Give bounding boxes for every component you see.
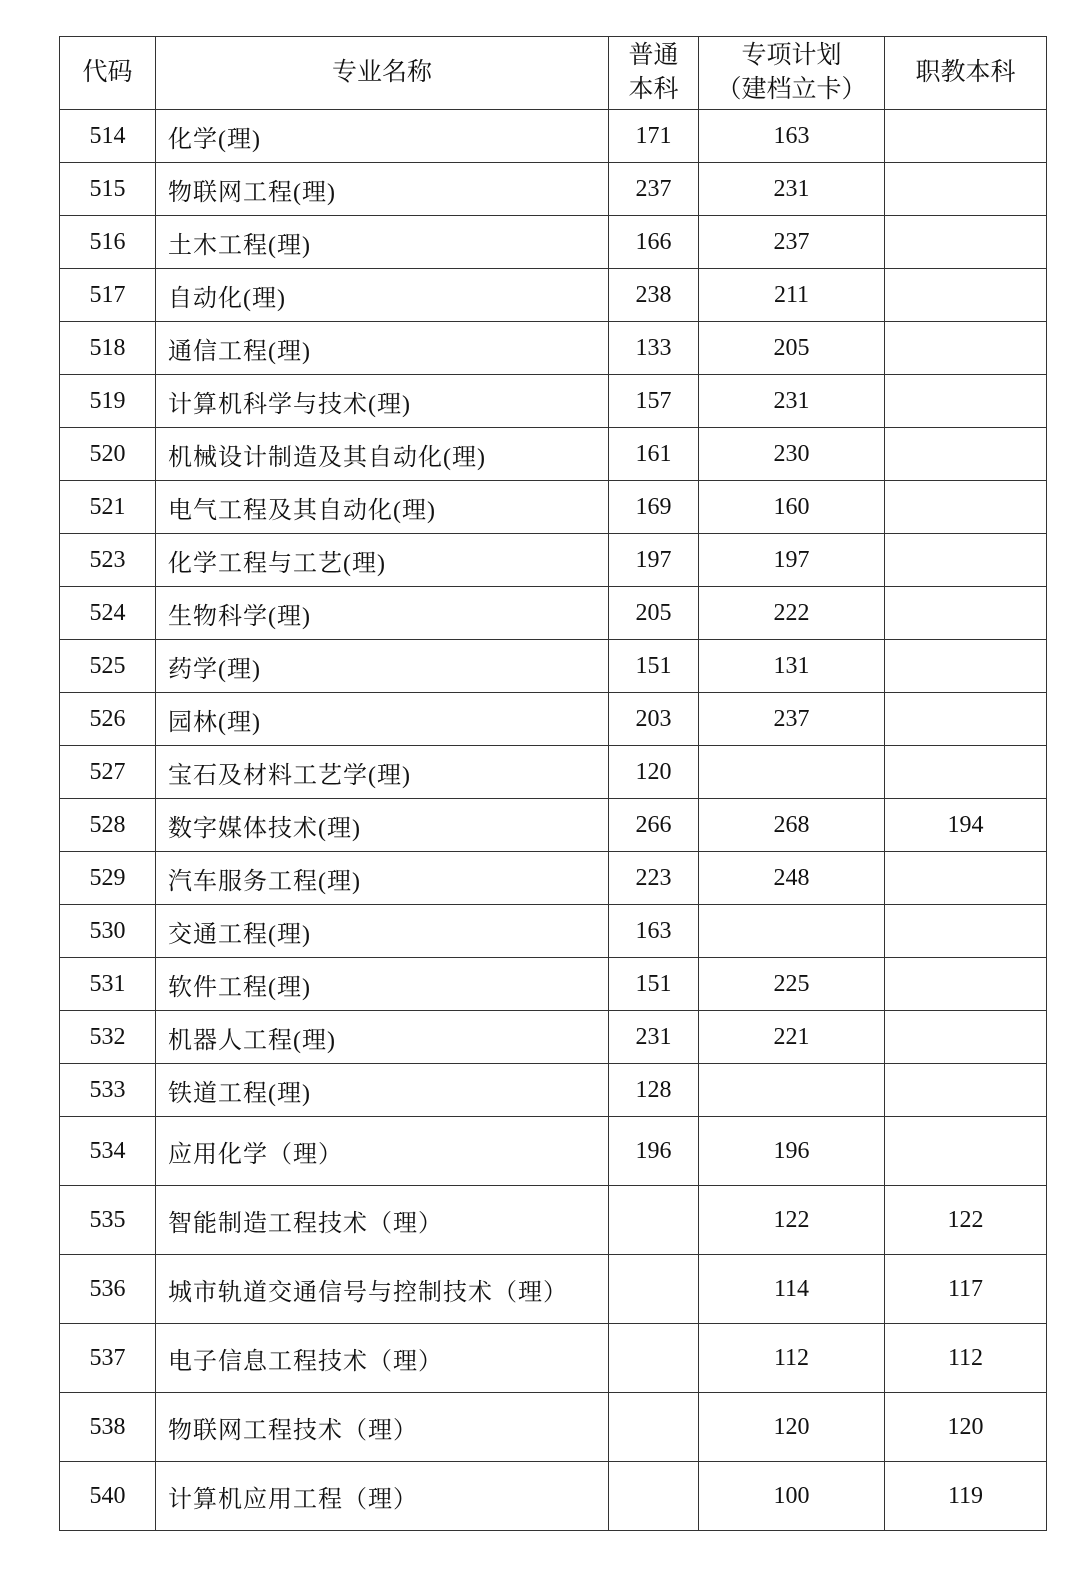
- table-row: [60, 1462, 1047, 1531]
- cell-special: 230: [699, 428, 885, 481]
- cell-major-name: 软件工程(理): [156, 958, 609, 1011]
- cell-general: 203: [609, 693, 699, 746]
- cell-vocational: [885, 375, 1047, 428]
- table-row: [60, 481, 1047, 534]
- cell-code: 519: [60, 375, 156, 428]
- cell-general: 151: [609, 958, 699, 1011]
- cell-code: 529: [60, 852, 156, 905]
- cell-code: 527: [60, 746, 156, 799]
- cell-special: 100: [699, 1462, 885, 1531]
- table-row: [60, 905, 1047, 958]
- table-row: [60, 216, 1047, 269]
- cell-vocational: 117: [885, 1255, 1047, 1324]
- cell-special: 211: [699, 269, 885, 322]
- table-body: [60, 110, 1047, 1531]
- cell-special: 114: [699, 1255, 885, 1324]
- cell-vocational: [885, 534, 1047, 587]
- cell-special: 221: [699, 1011, 885, 1064]
- cell-special: 237: [699, 216, 885, 269]
- table-row: [60, 1117, 1047, 1186]
- cell-special: 122: [699, 1186, 885, 1255]
- table-row: [60, 958, 1047, 1011]
- header-special-line1: 专项计划: [741, 42, 842, 69]
- cell-vocational: 122: [885, 1186, 1047, 1255]
- table-row: [60, 852, 1047, 905]
- table-row: [60, 640, 1047, 693]
- table-row: [60, 1064, 1047, 1117]
- table-row: [60, 269, 1047, 322]
- cell-vocational: [885, 905, 1047, 958]
- cell-code: 524: [60, 587, 156, 640]
- header-general-undergrad: [609, 37, 699, 110]
- header-special-plan: [699, 37, 885, 110]
- cell-code: 515: [60, 163, 156, 216]
- cell-general: 157: [609, 375, 699, 428]
- cell-code: 523: [60, 534, 156, 587]
- cell-general: 163: [609, 905, 699, 958]
- cell-vocational: [885, 1117, 1047, 1186]
- cell-general: 169: [609, 481, 699, 534]
- score-table: [59, 36, 1047, 1531]
- cell-general: 197: [609, 534, 699, 587]
- cell-general: [609, 1462, 699, 1531]
- cell-major-name: 宝石及材料工艺学(理): [156, 746, 609, 799]
- cell-major-name: 物联网工程技术（理）: [156, 1393, 609, 1462]
- header-special-line2: （建档立卡）: [716, 76, 867, 103]
- table-row: [60, 1324, 1047, 1393]
- cell-vocational: 120: [885, 1393, 1047, 1462]
- cell-vocational: [885, 322, 1047, 375]
- header-code: 代码: [60, 37, 156, 110]
- cell-vocational: [885, 481, 1047, 534]
- cell-vocational: [885, 587, 1047, 640]
- cell-vocational: [885, 428, 1047, 481]
- table-row: [60, 1393, 1047, 1462]
- cell-special: [699, 905, 885, 958]
- cell-general: 223: [609, 852, 699, 905]
- cell-vocational: [885, 216, 1047, 269]
- table-row: [60, 587, 1047, 640]
- table-row: [60, 322, 1047, 375]
- table-row: [60, 428, 1047, 481]
- cell-special: 231: [699, 375, 885, 428]
- table-row: [60, 746, 1047, 799]
- cell-general: 266: [609, 799, 699, 852]
- cell-special: [699, 746, 885, 799]
- table-row: [60, 799, 1047, 852]
- cell-general: 205: [609, 587, 699, 640]
- cell-general: 120: [609, 746, 699, 799]
- table-row: [60, 110, 1047, 163]
- cell-vocational: [885, 693, 1047, 746]
- cell-major-name: 化学(理): [156, 110, 609, 163]
- cell-major-name: 园林(理): [156, 693, 609, 746]
- cell-major-name: 汽车服务工程(理): [156, 852, 609, 905]
- cell-special: 197: [699, 534, 885, 587]
- cell-special: 268: [699, 799, 885, 852]
- cell-general: 128: [609, 1064, 699, 1117]
- cell-code: 514: [60, 110, 156, 163]
- cell-vocational: [885, 746, 1047, 799]
- cell-special: 205: [699, 322, 885, 375]
- cell-general: 237: [609, 163, 699, 216]
- cell-vocational: 194: [885, 799, 1047, 852]
- cell-special: 225: [699, 958, 885, 1011]
- cell-major-name: 计算机科学与技术(理): [156, 375, 609, 428]
- cell-major-name: 生物科学(理): [156, 587, 609, 640]
- cell-general: [609, 1324, 699, 1393]
- table-row: [60, 163, 1047, 216]
- cell-code: 532: [60, 1011, 156, 1064]
- header-general-line2: 本科: [628, 76, 679, 103]
- cell-major-name: 应用化学（理）: [156, 1117, 609, 1186]
- cell-code: 535: [60, 1186, 156, 1255]
- cell-special: 120: [699, 1393, 885, 1462]
- cell-major-name: 交通工程(理): [156, 905, 609, 958]
- cell-major-name: 通信工程(理): [156, 322, 609, 375]
- cell-code: 537: [60, 1324, 156, 1393]
- cell-code: 516: [60, 216, 156, 269]
- cell-vocational: [885, 852, 1047, 905]
- cell-special: 160: [699, 481, 885, 534]
- cell-special: 222: [699, 587, 885, 640]
- cell-special: 196: [699, 1117, 885, 1186]
- cell-vocational: [885, 1011, 1047, 1064]
- cell-special: 231: [699, 163, 885, 216]
- cell-vocational: [885, 640, 1047, 693]
- cell-major-name: 数字媒体技术(理): [156, 799, 609, 852]
- table-row: [60, 1011, 1047, 1064]
- cell-special: [699, 1064, 885, 1117]
- cell-vocational: 119: [885, 1462, 1047, 1531]
- cell-vocational: [885, 110, 1047, 163]
- cell-major-name: 药学(理): [156, 640, 609, 693]
- cell-code: 518: [60, 322, 156, 375]
- cell-special: 248: [699, 852, 885, 905]
- cell-code: 525: [60, 640, 156, 693]
- cell-code: 538: [60, 1393, 156, 1462]
- cell-general: 151: [609, 640, 699, 693]
- cell-major-name: 机械设计制造及其自动化(理): [156, 428, 609, 481]
- cell-vocational: [885, 1064, 1047, 1117]
- table-row: [60, 693, 1047, 746]
- cell-general: 238: [609, 269, 699, 322]
- cell-code: 531: [60, 958, 156, 1011]
- cell-major-name: 化学工程与工艺(理): [156, 534, 609, 587]
- cell-special: 131: [699, 640, 885, 693]
- cell-general: 171: [609, 110, 699, 163]
- cell-major-name: 铁道工程(理): [156, 1064, 609, 1117]
- cell-major-name: 城市轨道交通信号与控制技术（理）: [156, 1255, 609, 1324]
- cell-major-name: 电气工程及其自动化(理): [156, 481, 609, 534]
- cell-major-name: 物联网工程(理): [156, 163, 609, 216]
- cell-major-name: 土木工程(理): [156, 216, 609, 269]
- cell-code: 533: [60, 1064, 156, 1117]
- table-row: [60, 375, 1047, 428]
- cell-special: 237: [699, 693, 885, 746]
- cell-special: 163: [699, 110, 885, 163]
- header-vocational-undergrad: 职教本科: [885, 37, 1047, 110]
- cell-general: [609, 1393, 699, 1462]
- cell-major-name: 机器人工程(理): [156, 1011, 609, 1064]
- cell-vocational: [885, 269, 1047, 322]
- cell-general: [609, 1255, 699, 1324]
- cell-vocational: 112: [885, 1324, 1047, 1393]
- cell-major-name: 智能制造工程技术（理）: [156, 1186, 609, 1255]
- cell-major-name: 自动化(理): [156, 269, 609, 322]
- cell-special: 112: [699, 1324, 885, 1393]
- cell-vocational: [885, 163, 1047, 216]
- header-general-line1: 普通: [628, 42, 679, 69]
- table-row: [60, 1255, 1047, 1324]
- cell-code: 528: [60, 799, 156, 852]
- header-major-name: 专业名称: [156, 37, 609, 110]
- cell-general: 161: [609, 428, 699, 481]
- cell-major-name: 计算机应用工程（理）: [156, 1462, 609, 1531]
- cell-code: 517: [60, 269, 156, 322]
- cell-general: 231: [609, 1011, 699, 1064]
- cell-code: 540: [60, 1462, 156, 1531]
- table-row: [60, 534, 1047, 587]
- cell-code: 536: [60, 1255, 156, 1324]
- cell-code: 526: [60, 693, 156, 746]
- cell-general: 196: [609, 1117, 699, 1186]
- cell-general: [609, 1186, 699, 1255]
- header-row: [60, 37, 1047, 110]
- cell-code: 534: [60, 1117, 156, 1186]
- table-row: [60, 1186, 1047, 1255]
- cell-major-name: 电子信息工程技术（理）: [156, 1324, 609, 1393]
- cell-general: 166: [609, 216, 699, 269]
- cell-code: 520: [60, 428, 156, 481]
- cell-vocational: [885, 958, 1047, 1011]
- cell-code: 530: [60, 905, 156, 958]
- cell-code: 521: [60, 481, 156, 534]
- cell-general: 133: [609, 322, 699, 375]
